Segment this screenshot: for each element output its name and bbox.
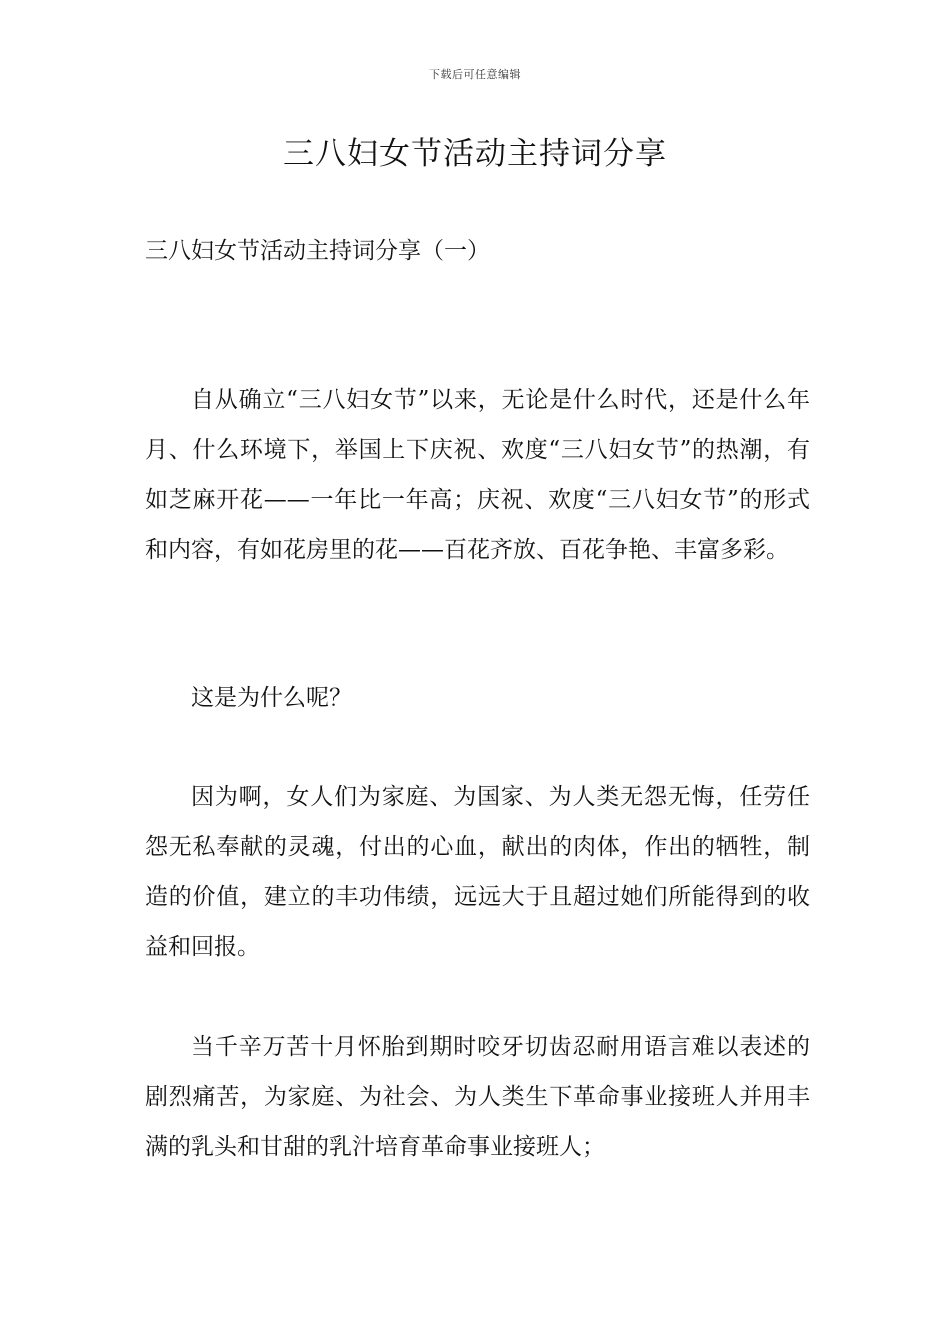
header-note: 下载后可任意编辑: [429, 68, 521, 81]
document-title: 三八妇女节活动主持词分享: [283, 136, 667, 172]
section-heading: 三八妇女节活动主持词分享（一）: [145, 238, 490, 264]
body-paragraph: 当千辛万苦十月怀胎到期时咬牙切齿忍耐用语言难以表述的剧烈痛苦，为家庭、为社会、为人类生下革命事业接班人并用丰满的乳头和甘甜的乳汁培育革命事业接班人；: [145, 1034, 810, 1160]
body-paragraph: 这是为什么呢？: [191, 685, 352, 711]
body-paragraph: 自从确立“三八妇女节”以来，无论是什么时代，还是什么年月、什么环境下，举国上下庆祝、欢度“三八妇女节”的热潮，有如芝麻开花——一年比一年高；庆祝、欢度“三八妇女节”的形式和内容，有如花房里的花——百花齐放、百花争艳、丰富多彩。: [145, 387, 810, 563]
body-paragraph: 因为啊，女人们为家庭、为国家、为人类无怨无悔，任劳任怨无私奉献的灵魂，付出的心血，献出的肉体，作出的牺牲，制造的价值，建立的丰功伟绩，远远大于且超过她们所能得到的收益和回报。: [145, 784, 810, 960]
